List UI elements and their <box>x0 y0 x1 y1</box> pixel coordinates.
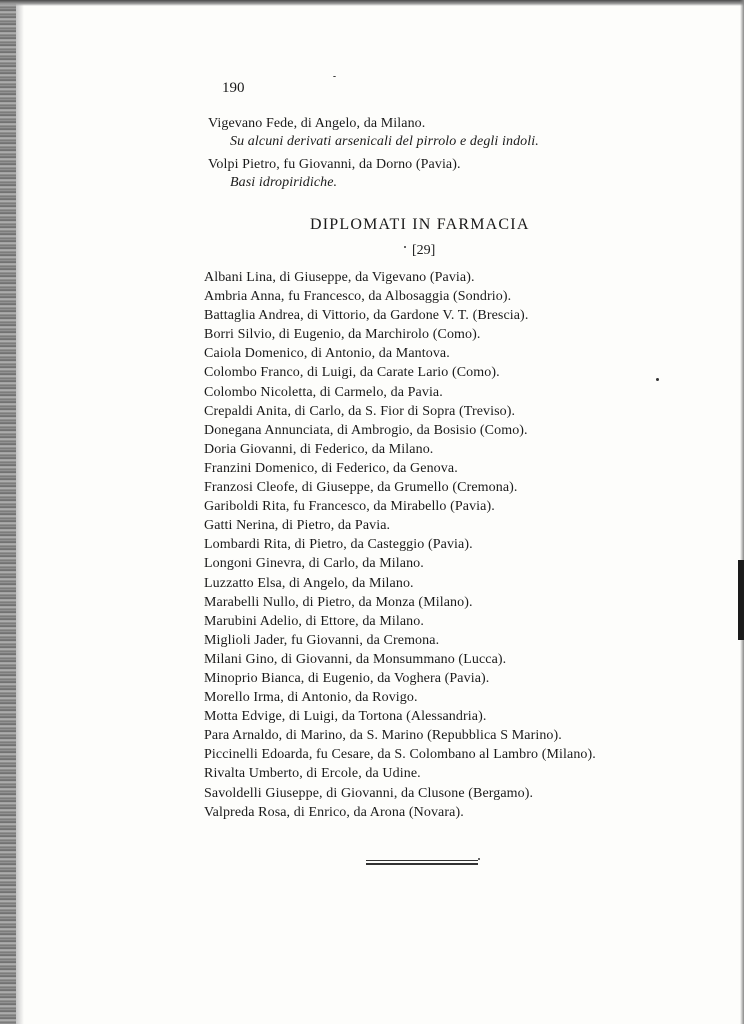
thesis-entry <box>208 157 461 191</box>
thesis-author: Vigevano Fede, di Angelo, da Milano. <box>208 116 426 131</box>
list-item: Crepaldi Anita, di Carlo, da S. Fior di Sopra (Treviso). <box>204 403 516 419</box>
list-item: Albani Lina, di Giuseppe, da Vigevano (Pavia). <box>204 270 475 285</box>
list-item: Donegana Annunciata, di Ambrogio, da Bosisio (Como). <box>204 422 528 438</box>
list-item: Caiola Domenico, di Antonio, da Mantova. <box>204 346 450 362</box>
list-item: Lombardi Rita, di Pietro, da Casteggio (Pavia). <box>204 537 473 553</box>
binding-shadow <box>16 0 24 1024</box>
page-number: 190 <box>222 80 245 96</box>
list-item: Borri Silvio, di Eugenio, da Marchirolo (Como). <box>204 327 481 343</box>
list-item: Motta Edvige, di Luigi, da Tortona (Alessandria). <box>204 709 487 725</box>
section-count: [29] <box>412 243 436 258</box>
scan-speck <box>478 858 480 860</box>
graduates-list <box>204 268 596 822</box>
thesis-entry <box>208 116 539 150</box>
scan-speck <box>656 378 659 381</box>
list-item: Colombo Franco, di Luigi, da Carate Lario (Como). <box>204 365 500 381</box>
section-title: DIPLOMATI IN FARMACIA <box>310 216 530 233</box>
list-item: Rivalta Umberto, di Ercole, da Udine. <box>204 766 421 782</box>
list-item: Marubini Adelio, di Ettore, da Milano. <box>204 613 424 629</box>
list-item: Gatti Nerina, di Pietro, da Pavia. <box>204 518 391 534</box>
list-item: Piccinelli Edoarda, fu Cesare, da S. Colombano al Lambro (Milano). <box>204 747 596 763</box>
page-right-mark <box>738 560 744 640</box>
list-item: Battaglia Andrea, di Vittorio, da Gardone V. T. (Brescia). <box>204 308 529 324</box>
list-item: Marabelli Nullo, di Pietro, da Monza (Milano). <box>204 594 473 610</box>
thesis-title: Su alcuni derivati arsenicali del pirrolo e degli indoli. <box>230 134 539 149</box>
list-item: Longoni Ginevra, di Carlo, da Milano. <box>204 556 424 572</box>
list-item: Franzosi Cleofe, di Giuseppe, da Grumello (Cremona). <box>204 480 518 496</box>
list-item: Gariboldi Rita, fu Francesco, da Mirabello (Pavia). <box>204 499 495 515</box>
page-top-edge <box>0 0 744 6</box>
list-item: Franzini Domenico, di Federico, da Genova. <box>204 460 458 476</box>
list-item: Savoldelli Giuseppe, di Giovanni, da Clusone (Bergamo). <box>204 785 534 801</box>
scan-speck <box>404 246 406 248</box>
list-item: Ambria Anna, fu Francesco, da Albosaggia (Sondrio). <box>204 289 512 305</box>
book-binding-edge <box>0 0 16 1024</box>
list-item: Milani Gino, di Giovanni, da Monsummano (Lucca). <box>204 651 507 667</box>
list-item: Morello Irma, di Antonio, da Rovigo. <box>204 690 418 706</box>
list-item: Valpreda Rosa, di Enrico, da Arona (Novara). <box>204 804 464 820</box>
list-item: Colombo Nicoletta, di Carmelo, da Pavia. <box>204 384 443 400</box>
list-item: Minoprio Bianca, di Eugenio, da Voghera (Pavia). <box>204 670 490 686</box>
list-item: Para Arnaldo, di Marino, da S. Marino (Repubblica S Marino). <box>204 728 562 744</box>
rule-line-thin <box>366 860 478 861</box>
list-item: Miglioli Jader, fu Giovanni, da Cremona. <box>204 632 440 648</box>
thesis-author: Volpi Pietro, fu Giovanni, da Dorno (Pavia). <box>208 157 461 172</box>
list-item: Luzzatto Elsa, di Angelo, da Milano. <box>204 575 414 591</box>
list-item: Doria Giovanni, di Federico, da Milano. <box>204 441 434 457</box>
scan-speck <box>333 76 336 77</box>
page-right-edge <box>740 0 744 1024</box>
thesis-title: Basi idropiridiche. <box>230 175 338 190</box>
section-end-rule <box>366 860 478 865</box>
rule-line-thick <box>366 863 478 865</box>
